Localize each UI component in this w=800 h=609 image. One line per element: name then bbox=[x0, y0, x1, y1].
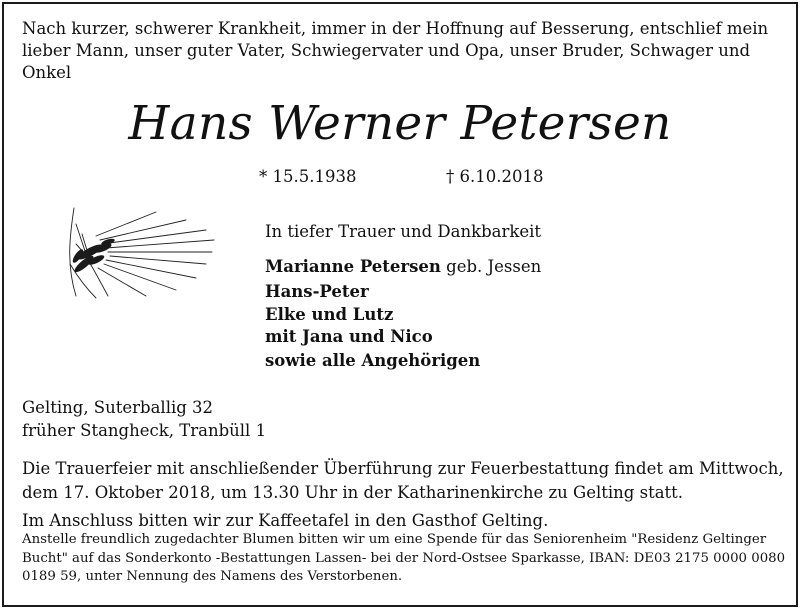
mourners-list bbox=[265, 254, 541, 373]
wheat-ears-icon bbox=[56, 204, 216, 300]
address-line: Gelting, Suterballig 32 bbox=[22, 398, 214, 417]
reception-text: Im Anschluss bitten wir zur Kaffeetafel in den Gasthof Gelting. bbox=[22, 511, 549, 530]
address-line: früher Stangheck, Tranbüll 1 bbox=[22, 421, 267, 440]
deceased-name: Hans Werner Petersen bbox=[128, 96, 672, 151]
mourner-name: sowie alle Angehörigen bbox=[265, 351, 481, 370]
mourner-line bbox=[265, 254, 541, 279]
obituary-notice bbox=[2, 2, 798, 607]
maiden-name: geb. Jessen bbox=[440, 257, 542, 276]
address-block bbox=[22, 396, 266, 442]
service-text: Die Trauerfeier mit anschließender Überführung zur Feuerbestattung findet am Mittwoch, dem 17. Oktober 2018, um 13.30 Uhr in der Katharinenkirche zu Gelting statt. bbox=[22, 459, 784, 502]
mourner-line bbox=[265, 326, 541, 348]
service-info bbox=[22, 457, 792, 533]
mourner-line bbox=[265, 279, 541, 304]
mourner-name: mit Jana und Nico bbox=[265, 327, 433, 346]
death-date: † 6.10.2018 bbox=[446, 167, 544, 186]
grief-line: In tiefer Trauer und Dankbarkeit bbox=[265, 222, 542, 241]
mourner-line bbox=[265, 304, 541, 326]
donation-note: Anstelle freundlich zugedachter Blumen bitten wir um eine Spende für das Seniorenheim "Residenz Geltinger Bucht" auf das Sonderkonto -Bestattungen Lassen- bei der Nord-Ostsee Sparkasse, IBAN: DE03 2175 0000 0080 0189 59, unter Nennung des Namens des Verstorbenen. bbox=[22, 532, 786, 584]
intro-text: Nach kurzer, schwerer Krankheit, immer in der Hoffnung auf Besserung, entschlief mein lieber Mann, unser guter Vater, Schwiegervater und Opa, unser Bruder, Schwager und Onkel bbox=[22, 19, 769, 82]
mourner-name: Hans-Peter bbox=[265, 282, 369, 301]
mourner-line bbox=[265, 348, 541, 373]
birth-date: * 15.5.1938 bbox=[259, 167, 357, 186]
mourner-name: Marianne Petersen bbox=[265, 257, 441, 276]
mourner-name: Elke und Lutz bbox=[265, 305, 394, 324]
